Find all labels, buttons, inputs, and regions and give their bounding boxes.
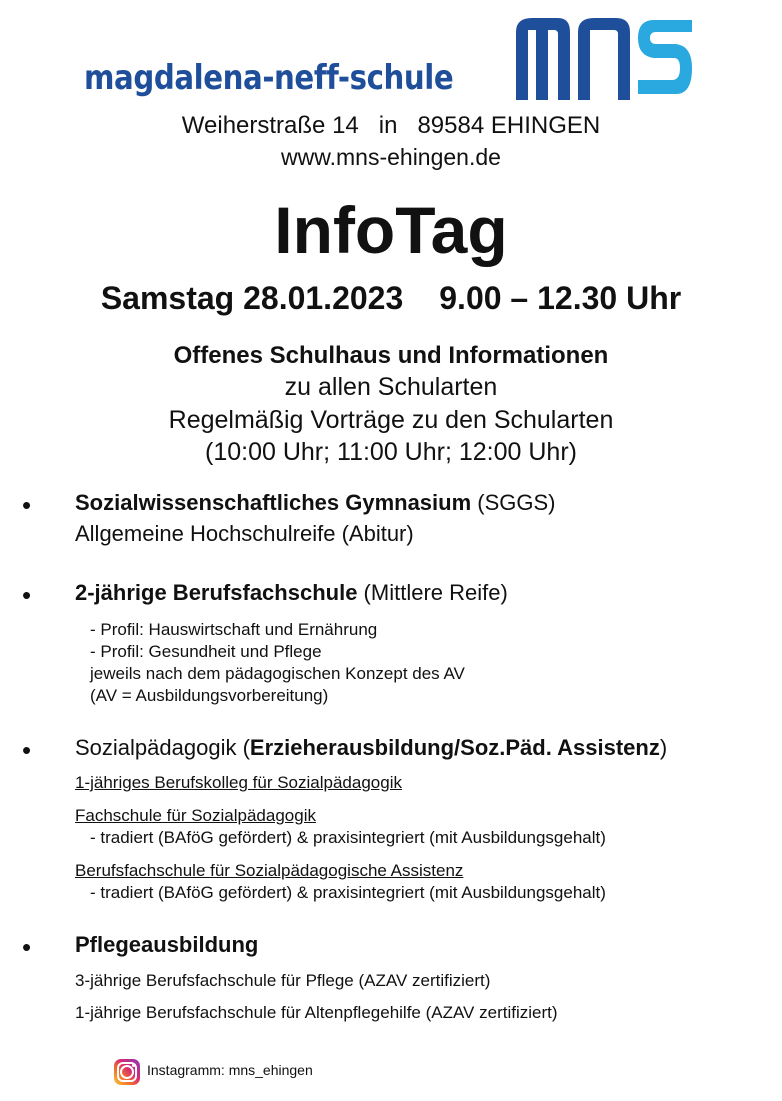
intro-line-4: (10:00 Uhr; 11:00 Uhr; 12:00 Uhr)	[205, 438, 577, 466]
intro-heading: Offenes Schulhaus und Informationen	[173, 342, 609, 369]
pflege-line: 1-jährige Berufsfachschule für Altenpflegehilfe (AZAV zertifiziert)	[75, 1003, 558, 1022]
event-time: 9.00 – 12.30 Uhr	[439, 280, 682, 316]
instagram-icon[interactable]	[114, 1059, 140, 1085]
sggs-heading	[75, 490, 556, 516]
sggs-suffix: (SGGS)	[471, 490, 556, 515]
bfs-suffix: (Mittlere Reife)	[357, 580, 508, 605]
pflege-line: 3-jährige Berufsfachschule für Pflege (AZAV zertifiziert)	[75, 971, 491, 990]
bullet-pflege: •	[22, 932, 32, 962]
intro-line-3: Regelmäßig Vorträge zu den Schularten	[168, 406, 614, 434]
bullet-sggs: •	[22, 490, 32, 520]
sggs-line: Allgemeine Hochschulreife (Abitur)	[75, 521, 414, 546]
bullet-sozpaed: •	[22, 735, 32, 765]
sozpaed-prefix: Sozialpädagogik (	[75, 735, 250, 760]
bfs-line: jeweils nach dem pädagogischen Konzept des AV	[90, 664, 465, 683]
pflege-title: Pflegeausbildung	[75, 932, 259, 957]
bfs-line: - Profil: Hauswirtschaft und Ernährung	[90, 620, 378, 639]
bfs-heading	[75, 580, 508, 606]
event-date-time	[0, 280, 782, 317]
intro-line-2: zu allen Schularten	[284, 373, 498, 401]
event-date: Samstag 28.01.2023	[100, 280, 404, 316]
address: Weiherstraße 14 in 89584 EHINGEN	[181, 112, 601, 139]
bfs-line: (AV = Ausbildungsvorbereitung)	[90, 686, 329, 705]
bfs-title: 2-jährige Berufsfachschule	[75, 580, 358, 605]
bullet-bfs: •	[22, 580, 32, 610]
sozpaed-fachschule-detail: - tradiert (BAföG gefördert) & praxisintegriert (mit Ausbildungsgehalt)	[90, 828, 606, 847]
sozpaed-heading	[75, 735, 667, 761]
instagram-handle[interactable]: Instagramm: mns_ehingen	[147, 1062, 313, 1078]
bfs-line: - Profil: Gesundheit und Pflege	[90, 642, 322, 661]
sozpaed-kolleg: 1-jähriges Berufskolleg für Sozialpädagogik	[75, 773, 402, 792]
sozpaed-assistenz: Berufsfachschule für Sozialpädagogische Assistenz	[75, 861, 464, 880]
event-title: InfoTag	[274, 193, 508, 267]
sozpaed-assistenz-detail: - tradiert (BAföG gefördert) & praxisintegriert (mit Ausbildungsgehalt)	[90, 883, 606, 902]
sozpaed-suffix: )	[659, 735, 668, 760]
mns-logo	[514, 12, 694, 102]
website-link[interactable]: www.mns-ehingen.de	[281, 144, 501, 170]
school-name: magdalena-neff-schule	[84, 58, 454, 98]
sggs-title: Sozialwissenschaftliches Gymnasium	[75, 490, 472, 515]
sozpaed-title: Erzieherausbildung/Soz.Päd. Assistenz	[249, 735, 660, 760]
sozpaed-fachschule: Fachschule für Sozialpädagogik	[75, 806, 316, 825]
